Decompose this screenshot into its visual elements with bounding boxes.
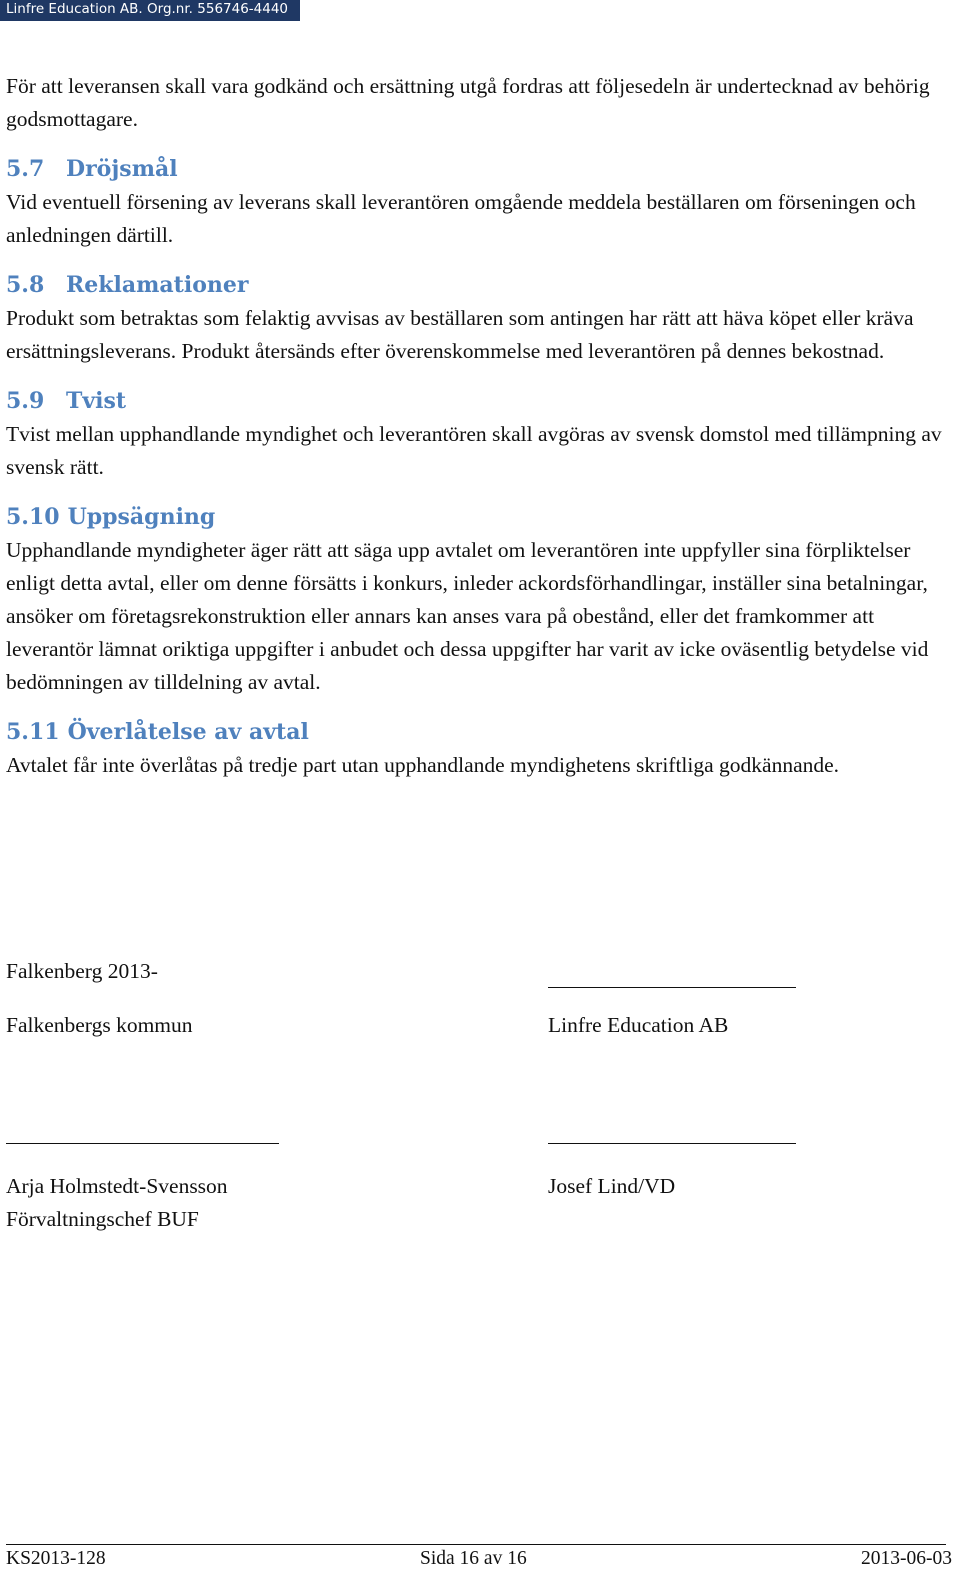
section-title: Överlåtelse av avtal	[67, 719, 309, 745]
section-number: 5.10	[6, 504, 60, 530]
signature-place-date: Falkenberg 2013-	[6, 959, 158, 983]
footer-divider	[6, 1544, 946, 1545]
section-heading-5-7	[6, 153, 954, 186]
page-header-text: Linfre Education AB. Org.nr. 556746-4440	[6, 1, 289, 17]
section-title: Dröjsmål	[66, 156, 178, 182]
section-heading-5-11	[6, 716, 954, 749]
footer-page-number: Sida 16 av 16	[420, 1548, 527, 1569]
section-body-5-8: Produkt som betraktas som felaktig avvisas av beställaren som antingen har rätt att häva köpet eller kräva ersättningsleverans. Produkt återsänds efter överenskommelse med leverantören på dennes bekostnad.	[6, 306, 914, 363]
signature-left-party: Falkenbergs kommun	[6, 1013, 193, 1037]
section-number: 5.11	[6, 719, 60, 745]
footer-date: 2013-06-03	[861, 1548, 952, 1569]
signature-line-right	[548, 1143, 796, 1144]
section-number: 5.7	[6, 156, 45, 182]
page-header-bar	[0, 0, 300, 21]
document-body	[6, 70, 954, 782]
section-heading-5-9	[6, 385, 954, 418]
section-body-5-11: Avtalet får inte överlåtas på tredje part utan upphandlande myndighetens skriftliga godkännande.	[6, 753, 840, 777]
section-body-5-10: Upphandlande myndigheter äger rätt att säga upp avtalet om leverantören inte uppfyller sina förpliktelser enligt detta avtal, eller om denne försätts i konkurs, inleder ackordsförhandlingar, inställer sina betalningar, ansöker om företagsrekonstruktion eller annars kan anses vara på obestånd, eller det framkommer att leverantör lämnat oriktiga uppgifter i anbudet och dessa uppgifter har varit av icke oväsentlig betydelse vid bedömningen av tilldelning av avtal.	[6, 538, 929, 694]
section-title: Tvist	[66, 388, 127, 414]
section-number: 5.8	[6, 272, 45, 298]
section-body-5-9: Tvist mellan upphandlande myndighet och leverantören skall avgöras av svensk domstol med tillämpning av svensk rätt.	[6, 422, 942, 479]
section-title: Uppsägning	[67, 504, 216, 530]
intro-paragraph: För att leveransen skall vara godkänd och ersättning utgå fordras att följesedeln är undertecknad av behörig godsmottagare.	[6, 74, 930, 131]
signature-left-title: Förvaltningschef BUF	[6, 1207, 199, 1231]
signature-right-party: Linfre Education AB	[548, 1013, 729, 1037]
signature-line-left	[6, 1143, 279, 1144]
section-heading-5-10	[6, 501, 954, 534]
signature-right-name: Josef Lind/VD	[548, 1174, 676, 1198]
section-body-5-7: Vid eventuell försening av leverans skall leverantören omgående meddela beställaren om förseningen och anledningen därtill.	[6, 190, 916, 247]
signature-line-right-top	[548, 987, 796, 988]
signature-left-name: Arja Holmstedt-Svensson	[6, 1174, 228, 1198]
section-number: 5.9	[6, 388, 45, 414]
footer-reference: KS2013-128	[6, 1548, 106, 1569]
section-title: Reklamationer	[66, 272, 249, 298]
section-heading-5-8	[6, 269, 954, 302]
